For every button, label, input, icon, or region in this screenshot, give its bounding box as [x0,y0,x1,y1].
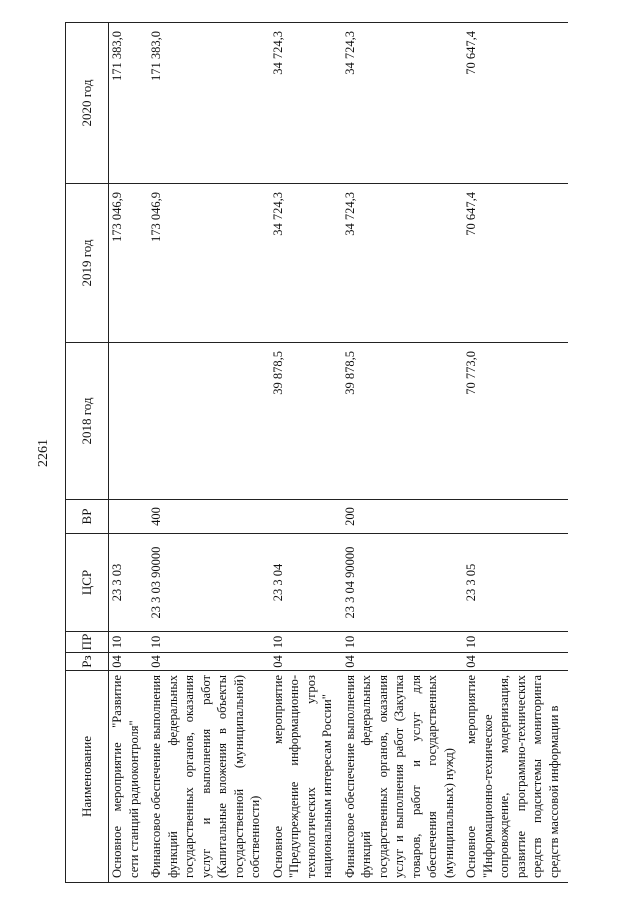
table-row [109,23,148,883]
row-vr: 400 [148,500,270,534]
rotated-page-content [65,23,575,883]
row-vr [109,500,148,534]
header-2018: 2018 год [66,343,109,500]
table-row [148,23,270,883]
row-pr: 10 [270,632,342,653]
row-2019: 34 724,3 [270,184,342,343]
row-2020: 171 383,0 [109,23,148,184]
row-2020: 171 383,0 [148,23,270,184]
row-2019: 34 724,3 [342,184,464,343]
row-csr: 23 3 04 [270,534,342,632]
row-2020: 70 647,4 [463,23,568,184]
row-vr [270,500,342,534]
header-rz: Рз [66,653,109,671]
row-name: Финансовое обеспечение выполнения функций федеральных государственных органов, оказания услуг и выполнения работ (Закупка товаров, работ и услуг для обеспечения государственных (муниципальных) нужд) [342,671,464,883]
row-pr: 10 [109,632,148,653]
row-csr: 23 3 03 [109,534,148,632]
row-name: Основное мероприятие "Информационно-техническое сопровождение, модернизация, развитие программно-технических средств подсистемы мониторинга средств массовой информации в [463,671,568,883]
row-name: Основное мероприятие "Развитие сети станций радиоконтроля" [109,671,148,883]
row-2019: 173 046,9 [109,184,148,343]
row-2018: 39 878,5 [342,343,464,500]
header-2019: 2019 год [66,184,109,343]
row-rz: 04 [270,653,342,671]
row-2018: 39 878,5 [270,343,342,500]
row-csr: 23 3 03 90000 [148,534,270,632]
row-2020: 34 724,3 [270,23,342,184]
row-csr: 23 3 04 90000 [342,534,464,632]
row-pr: 10 [342,632,464,653]
table-header-row [66,23,109,883]
row-rz: 04 [463,653,568,671]
row-pr: 10 [463,632,568,653]
row-rz: 04 [342,653,464,671]
header-name: Наименование [66,671,109,883]
header-csr: ЦСР [66,534,109,632]
row-rz: 04 [109,653,148,671]
table-row [463,23,568,883]
row-name: Финансовое обеспечение выполнения функций федеральных государственных органов, оказания услуг и выполнения работ (Капитальные вложения в объекты государственной (муниципальной) собственности) [148,671,270,883]
table-row [342,23,464,883]
row-vr: 200 [342,500,464,534]
row-2018: 70 773,0 [463,343,568,500]
header-2020: 2020 год [66,23,109,184]
row-2020: 34 724,3 [342,23,464,184]
row-pr: 10 [148,632,270,653]
header-vr: ВР [66,500,109,534]
header-pr: ПР [66,632,109,653]
row-2018 [148,343,270,500]
row-name: Основное мероприятие "Предупреждение информационно-технологических угроз национальным интересам России" [270,671,342,883]
table-row [270,23,342,883]
row-rz: 04 [148,653,270,671]
row-csr: 23 3 05 [463,534,568,632]
budget-table [65,22,568,883]
row-vr [463,500,568,534]
row-2019: 173 046,9 [148,184,270,343]
page-number: 2261 [36,439,51,467]
row-2019: 70 647,4 [463,184,568,343]
row-2018 [109,343,148,500]
